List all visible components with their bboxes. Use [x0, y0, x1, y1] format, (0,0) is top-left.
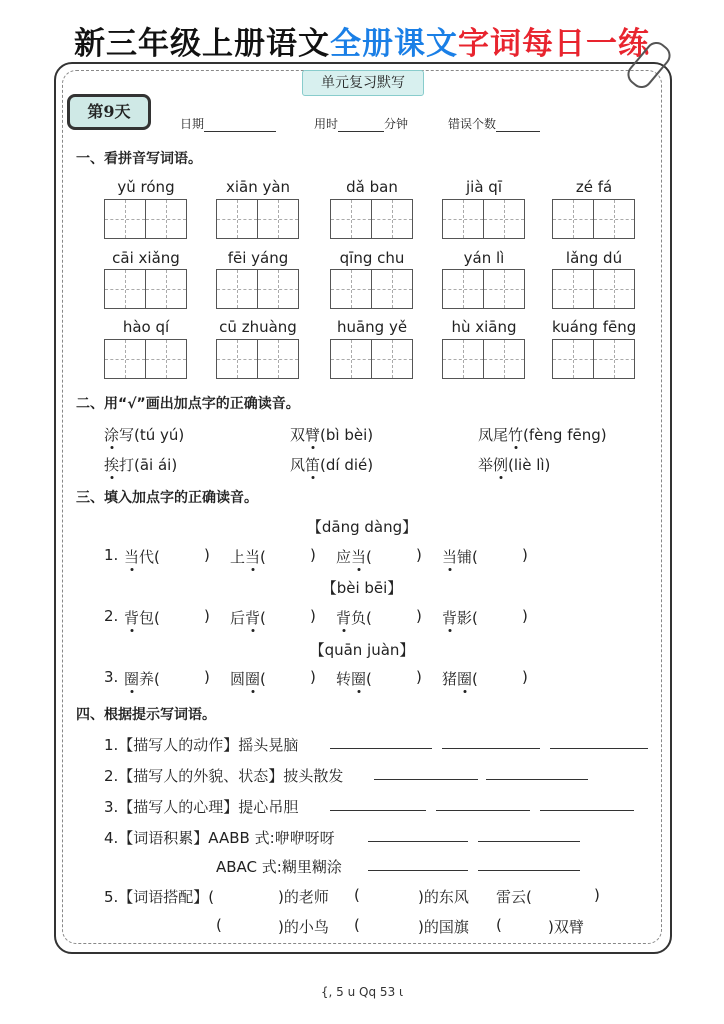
dotted-character: 背 [245, 609, 261, 627]
dotted-character: 当 [442, 548, 458, 566]
date-blank[interactable] [204, 131, 276, 132]
minute-label: 分钟 [384, 117, 409, 131]
tianzige-cell[interactable] [483, 339, 525, 379]
dotted-character: 当 [351, 548, 367, 566]
word-text: ( [472, 670, 478, 688]
title-part-2: 全册课文 [330, 26, 458, 62]
word-text: ( [260, 609, 266, 627]
fill-word[interactable] [230, 546, 266, 567]
pinyin-label: dǎ ban [346, 178, 398, 196]
pinyin-label: yán lì [463, 249, 505, 267]
closing-paren: ) [416, 668, 422, 686]
errors-field[interactable] [448, 115, 540, 132]
answer-blank-3c[interactable] [540, 798, 634, 811]
pinyin-label: hù xiāng [451, 318, 517, 336]
tianzige-cell[interactable] [104, 269, 146, 309]
page-title [0, 18, 724, 63]
page-footer: {, 5 u Qq 53 ι [320, 985, 404, 999]
tianzige-cell[interactable] [483, 269, 525, 309]
closing-paren: ) [416, 607, 422, 625]
day-badge: 第9天 [67, 94, 151, 130]
word-text: 上 [230, 548, 246, 566]
fill-word[interactable] [124, 668, 160, 689]
title-part-4: 每日一练 [522, 26, 650, 62]
dotted-character: 涂 [104, 426, 120, 444]
time-field[interactable] [314, 115, 408, 132]
word-text: ( [260, 670, 266, 688]
item-text: 风 [290, 456, 306, 474]
pronunciation-item[interactable] [104, 454, 177, 475]
word-text: ( [366, 670, 372, 688]
word-text: 负( [351, 609, 372, 627]
item-text: 双 [290, 426, 306, 444]
word-text: 后 [230, 609, 246, 627]
errors-label: 错误个数 [448, 117, 497, 131]
answer-blank-3a[interactable] [330, 798, 426, 811]
dotted-character: 挨 [104, 456, 120, 474]
item-text: 凤尾 [478, 426, 509, 444]
dotted-character: 圈 [245, 670, 261, 688]
fill-word[interactable] [124, 607, 160, 628]
fill-word[interactable] [336, 668, 372, 689]
question-number: 2. [104, 607, 119, 625]
tianzige-cell[interactable] [145, 269, 187, 309]
word-text: 转 [336, 670, 352, 688]
pronunciation-options-header: 【dāng dàng】 [306, 518, 418, 536]
prompt-6-a: ( [216, 916, 222, 934]
answer-blank-1c[interactable] [550, 736, 648, 749]
tianzige-cell[interactable] [216, 269, 258, 309]
tianzige-cell[interactable] [593, 339, 635, 379]
tianzige-box[interactable] [442, 269, 524, 309]
tianzige-box[interactable] [330, 199, 412, 239]
word-text: 应 [336, 548, 352, 566]
tianzige-cell[interactable] [371, 199, 413, 239]
dotted-character: 背 [124, 609, 140, 627]
tianzige-cell[interactable] [257, 269, 299, 309]
item-text: 举 [478, 456, 494, 474]
tianzige-cell[interactable] [442, 199, 484, 239]
dotted-character: 臂 [305, 426, 321, 444]
dotted-character: 当 [245, 548, 261, 566]
answer-blank-1b[interactable] [442, 736, 540, 749]
prompt-5-c: ( [354, 886, 360, 904]
word-text: 包( [139, 609, 160, 627]
prompt-5-e: 雷云( [496, 888, 532, 906]
fill-word[interactable] [230, 607, 266, 628]
tianzige-cell[interactable] [442, 339, 484, 379]
tianzige-box[interactable] [552, 339, 634, 379]
answer-blank-2b[interactable] [486, 767, 588, 780]
tianzige-cell[interactable] [216, 199, 258, 239]
prompt-5-a: 5.【词语搭配】( [104, 888, 215, 906]
tianzige-cell[interactable] [104, 339, 146, 379]
title-part-3: 字词 [458, 26, 522, 62]
dotted-character: 例 [493, 456, 509, 474]
tianzige-box[interactable] [104, 339, 186, 379]
pinyin-label: cāi xiǎng [112, 249, 180, 267]
unit-tab: 单元复习默写 [302, 70, 424, 96]
tianzige-box[interactable] [330, 269, 412, 309]
tianzige-cell[interactable] [257, 199, 299, 239]
dotted-character: 背 [442, 609, 458, 627]
pronunciation-options-header: 【quān juàn】 [309, 641, 415, 659]
tianzige-cell[interactable] [552, 199, 594, 239]
tianzige-box[interactable] [442, 199, 524, 239]
tianzige-cell[interactable] [371, 269, 413, 309]
item-text: (fèng fēng) [523, 426, 607, 444]
time-blank[interactable] [338, 131, 384, 132]
pinyin-label: jià qī [466, 178, 502, 196]
answer-blank-3b[interactable] [436, 798, 530, 811]
pinyin-label: yǔ róng [117, 178, 175, 196]
pronunciation-item[interactable] [290, 424, 373, 445]
dotted-character: 圈 [124, 670, 140, 688]
errors-blank[interactable] [496, 131, 540, 132]
fill-word[interactable] [442, 546, 478, 567]
dotted-character: 竹 [508, 426, 524, 444]
tianzige-cell[interactable] [483, 199, 525, 239]
word-text: 猪 [442, 670, 458, 688]
closing-paren: ) [522, 607, 528, 625]
tianzige-box[interactable] [216, 199, 298, 239]
dotted-character: 圈 [457, 670, 473, 688]
fill-word[interactable] [230, 668, 266, 689]
tianzige-box[interactable] [216, 339, 298, 379]
question-number: 1. [104, 546, 119, 564]
item-text: (bì bèi) [320, 426, 374, 444]
answer-blank-4c[interactable] [368, 858, 468, 871]
tianzige-cell[interactable] [371, 339, 413, 379]
fill-word[interactable] [124, 546, 160, 567]
prompt-5-b: )的老师 [278, 888, 329, 906]
section-4-heading: 四、根据提示写词语。 [76, 707, 216, 723]
answer-blank-4d[interactable] [478, 858, 580, 871]
word-text: 铺( [457, 548, 478, 566]
tianzige-box[interactable] [552, 269, 634, 309]
closing-paren: ) [310, 668, 316, 686]
closing-paren: ) [310, 607, 316, 625]
pinyin-label: lǎng dú [565, 249, 623, 267]
tianzige-box[interactable] [104, 269, 186, 309]
tianzige-box[interactable] [442, 339, 524, 379]
time-label: 用时 [314, 117, 339, 131]
tianzige-cell[interactable] [442, 269, 484, 309]
tianzige-cell[interactable] [552, 339, 594, 379]
prompt-6-d: )的国旗 [418, 918, 469, 936]
word-text: ( [366, 548, 372, 566]
pinyin-label: fēi yáng [227, 249, 289, 267]
prompt-2: 2.【描写人的外貌、状态】披头散发 [104, 767, 344, 785]
word-text: 代( [139, 548, 160, 566]
pinyin-label: xiān yàn [225, 178, 291, 196]
section-3-heading: 三、填入加点字的正确读音。 [76, 490, 258, 506]
tianzige-cell[interactable] [330, 269, 372, 309]
closing-paren: ) [204, 546, 210, 564]
tianzige-cell[interactable] [552, 269, 594, 309]
date-field[interactable] [180, 115, 276, 132]
pronunciation-item[interactable] [478, 424, 607, 445]
pinyin-label: qīng chu [339, 249, 405, 267]
tianzige-box[interactable] [330, 339, 412, 379]
closing-paren: ) [310, 546, 316, 564]
word-text: 圆 [230, 670, 246, 688]
closing-paren: ) [522, 668, 528, 686]
prompt-6-c: ( [354, 916, 360, 934]
pronunciation-item[interactable] [104, 424, 184, 445]
dotted-character: 当 [124, 548, 140, 566]
fill-word[interactable] [336, 607, 372, 628]
date-label: 日期 [180, 117, 205, 131]
closing-paren: ) [522, 546, 528, 564]
prompt-1: 1.【描写人的动作】摇头晃脑 [104, 736, 299, 754]
dotted-character: 背 [336, 609, 352, 627]
tianzige-cell[interactable] [104, 199, 146, 239]
prompt-4: 4.【词语积累】AABB 式:咿咿呀呀 [104, 829, 335, 847]
section-1-heading: 一、看拼音写词语。 [76, 151, 202, 167]
tianzige-cell[interactable] [593, 269, 635, 309]
dotted-character: 笛 [305, 456, 321, 474]
tianzige-box[interactable] [104, 199, 186, 239]
pronunciation-item[interactable] [290, 454, 373, 475]
prompt-6-b: )的小鸟 [278, 918, 329, 936]
word-text: ( [260, 548, 266, 566]
fill-word[interactable] [336, 546, 372, 567]
prompt-4b: ABAC 式:糊里糊涂 [216, 858, 342, 876]
pronunciation-options-header: 【bèi bēi】 [321, 579, 403, 597]
question-number: 3. [104, 668, 119, 686]
answer-blank-1a[interactable] [330, 736, 432, 749]
item-text: (liè lì) [508, 456, 551, 474]
closing-paren: ) [416, 546, 422, 564]
tianzige-box[interactable] [216, 269, 298, 309]
pinyin-label: cū zhuàng [219, 318, 297, 336]
prompt-3: 3.【描写人的心理】提心吊胆 [104, 798, 299, 816]
answer-blank-2a[interactable] [374, 767, 478, 780]
pinyin-label: zé fá [575, 178, 613, 196]
item-text: 写(tú yú) [119, 426, 185, 444]
pinyin-label: hào qí [122, 318, 170, 336]
tianzige-cell[interactable] [257, 339, 299, 379]
item-text: (dí dié) [320, 456, 374, 474]
tianzige-cell[interactable] [216, 339, 258, 379]
tianzige-box[interactable] [552, 199, 634, 239]
word-text: 养( [139, 670, 160, 688]
prompt-6-f: )双臂 [548, 918, 584, 936]
item-text: 打(āi ái) [119, 456, 178, 474]
answer-blank-4b[interactable] [478, 829, 580, 842]
closing-paren: ) [204, 607, 210, 625]
section-2-heading: 二、用“√”画出加点字的正确读音。 [76, 396, 300, 412]
answer-blank-4a[interactable] [368, 829, 468, 842]
tianzige-cell[interactable] [330, 339, 372, 379]
dotted-character: 圈 [351, 670, 367, 688]
word-text: 影( [457, 609, 478, 627]
tianzige-cell[interactable] [330, 199, 372, 239]
tianzige-cell[interactable] [145, 339, 187, 379]
title-part-1: 新三年级上册语文 [74, 26, 330, 62]
tianzige-cell[interactable] [145, 199, 187, 239]
tianzige-cell[interactable] [593, 199, 635, 239]
prompt-5-d: )的东风 [418, 888, 469, 906]
prompt-6-e: ( [496, 916, 502, 934]
fill-word[interactable] [442, 668, 478, 689]
prompt-5-f: ) [594, 886, 600, 904]
fill-word[interactable] [442, 607, 478, 628]
pinyin-label: kuáng fēng [552, 318, 637, 336]
pronunciation-item[interactable] [478, 454, 550, 475]
pinyin-label: huāng yě [336, 318, 408, 336]
closing-paren: ) [204, 668, 210, 686]
